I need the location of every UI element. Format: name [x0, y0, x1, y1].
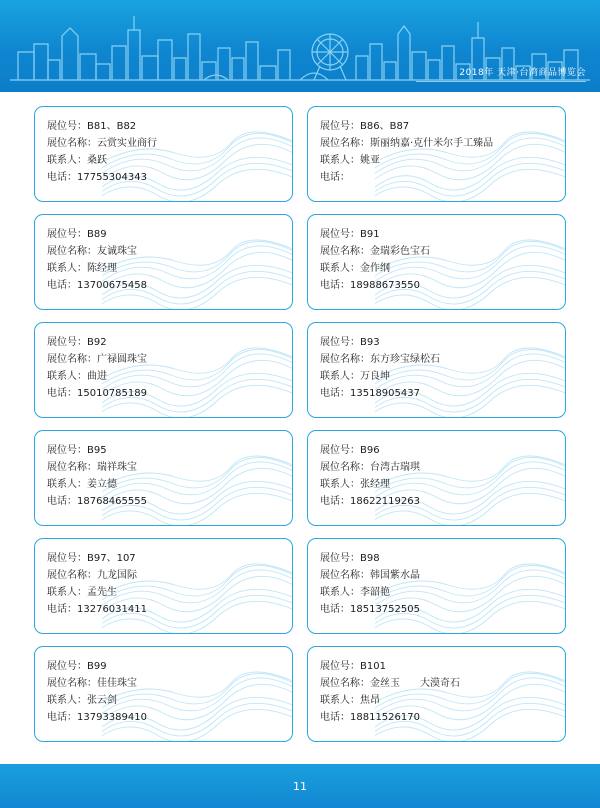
contact-value: 陈经理	[87, 263, 117, 274]
contact-label: 联系人：	[47, 479, 87, 490]
phone-row	[47, 277, 280, 294]
booth-name-label: 展位名称：	[320, 138, 370, 149]
booth-name-label: 展位名称：	[47, 138, 97, 149]
booth-name-row	[47, 459, 280, 476]
tianjin-skyline-logo	[0, 0, 600, 92]
booth-no-row	[47, 658, 280, 675]
contact-value: 张云剑	[87, 695, 117, 706]
phone-row	[320, 277, 553, 294]
contact-value: 万良坤	[360, 371, 390, 382]
booth-name-row	[320, 351, 553, 368]
phone-row	[47, 493, 280, 510]
phone-row	[47, 169, 280, 186]
phone-value: 15010785189	[77, 388, 147, 399]
phone-label: 电话：	[320, 712, 350, 723]
booth-no-label: 展位号：	[320, 229, 360, 240]
booth-no-value: B91	[360, 229, 380, 240]
booth-no-row	[320, 226, 553, 243]
phone-row	[320, 493, 553, 510]
phone-value: 18988673550	[350, 280, 420, 291]
contact-label: 联系人：	[47, 695, 87, 706]
contact-label: 联系人：	[320, 587, 360, 598]
exhibitor-card	[34, 430, 293, 526]
booth-no-row	[47, 442, 280, 459]
booth-no-value: B86、B87	[360, 121, 410, 132]
booth-no-row	[47, 334, 280, 351]
booth-name-value: 佳佳珠宝	[97, 678, 137, 689]
phone-label: 电话：	[47, 604, 77, 615]
phone-label: 电话：	[47, 172, 77, 183]
booth-no-label: 展位号：	[320, 661, 360, 672]
booth-name-value: 广禄圆珠宝	[97, 354, 147, 365]
brand-rule	[416, 81, 586, 82]
booth-name-row	[47, 351, 280, 368]
booth-name-label: 展位名称：	[47, 354, 97, 365]
contact-label: 联系人：	[320, 695, 360, 706]
booth-no-value: B92	[87, 337, 107, 348]
booth-name-value: 金丝玉 大漠奇石	[370, 678, 460, 689]
exhibitor-card	[307, 106, 566, 202]
contact-row	[320, 584, 553, 601]
booth-name-row	[47, 675, 280, 692]
phone-value: 18513752505	[350, 604, 420, 615]
booth-name-label: 展位名称：	[320, 570, 370, 581]
contact-row	[320, 476, 553, 493]
booth-no-row	[320, 334, 553, 351]
phone-value: 18768465555	[77, 496, 147, 507]
booth-no-row	[320, 118, 553, 135]
booth-name-value: 云赏实业商行	[97, 138, 157, 149]
exhibitor-card	[307, 646, 566, 742]
contact-label: 联系人：	[47, 263, 87, 274]
phone-row	[320, 385, 553, 402]
booth-name-label: 展位名称：	[47, 678, 97, 689]
booth-name-row	[320, 567, 553, 584]
contact-row	[47, 584, 280, 601]
phone-value: 13700675458	[77, 280, 147, 291]
exhibitor-card	[307, 538, 566, 634]
contact-row	[47, 692, 280, 709]
booth-name-row	[320, 675, 553, 692]
booth-no-row	[47, 118, 280, 135]
booth-name-value: 台湾古瑞琪	[370, 462, 420, 473]
booth-name-row	[320, 459, 553, 476]
phone-value: 18622119263	[350, 496, 420, 507]
phone-value: 18811526170	[350, 712, 420, 723]
phone-row	[47, 709, 280, 726]
contact-value: 姚亚	[360, 155, 380, 166]
phone-label: 电话：	[320, 388, 350, 399]
contact-label: 联系人：	[47, 371, 87, 382]
booth-no-label: 展位号：	[47, 553, 87, 564]
booth-no-label: 展位号：	[47, 337, 87, 348]
contact-row	[47, 152, 280, 169]
contact-row	[320, 368, 553, 385]
phone-label: 电话：	[320, 280, 350, 291]
exhibitor-card	[34, 538, 293, 634]
booth-no-row	[320, 658, 553, 675]
phone-value: 13793389410	[77, 712, 147, 723]
contact-label: 联系人：	[47, 587, 87, 598]
exhibitor-card-grid	[34, 106, 566, 742]
booth-no-value: B101	[360, 661, 386, 672]
booth-no-label: 展位号：	[47, 445, 87, 456]
contact-label: 联系人：	[47, 155, 87, 166]
exhibitor-card	[34, 214, 293, 310]
contact-label: 联系人：	[320, 479, 360, 490]
phone-label: 电话：	[47, 280, 77, 291]
contact-value: 金作纲	[360, 263, 390, 274]
expo-brand-text: 2018年 天津·台湾商品博览会	[459, 68, 586, 78]
booth-name-value: 东方珍宝绿松石	[370, 354, 440, 365]
contact-row	[47, 368, 280, 385]
booth-no-row	[47, 550, 280, 567]
phone-label: 电话：	[320, 172, 350, 183]
booth-name-value: 瑞祥珠宝	[97, 462, 137, 473]
exhibitor-list-page	[0, 92, 600, 764]
contact-value: 孟先生	[87, 587, 117, 598]
booth-name-row	[47, 567, 280, 584]
booth-name-label: 展位名称：	[47, 462, 97, 473]
contact-row	[320, 692, 553, 709]
contact-value: 张经理	[360, 479, 390, 490]
booth-name-label: 展位名称：	[320, 354, 370, 365]
booth-no-label: 展位号：	[47, 121, 87, 132]
contact-row	[320, 260, 553, 277]
booth-no-label: 展位号：	[320, 121, 360, 132]
contact-label: 联系人：	[320, 155, 360, 166]
booth-no-label: 展位号：	[320, 337, 360, 348]
booth-no-value: B93	[360, 337, 380, 348]
booth-name-row	[47, 243, 280, 260]
booth-no-value: B81、B82	[87, 121, 137, 132]
booth-no-label: 展位号：	[320, 553, 360, 564]
phone-label: 电话：	[320, 604, 350, 615]
booth-no-value: B95	[87, 445, 107, 456]
booth-name-row	[320, 135, 553, 152]
contact-row	[320, 152, 553, 169]
booth-name-value: 九龙国际	[97, 570, 137, 581]
booth-no-row	[47, 226, 280, 243]
page-header	[0, 0, 600, 92]
booth-no-label: 展位号：	[320, 445, 360, 456]
contact-value: 姜立德	[87, 479, 117, 490]
booth-name-label: 展位名称：	[320, 678, 370, 689]
booth-no-label: 展位号：	[47, 661, 87, 672]
booth-name-label: 展位名称：	[320, 246, 370, 257]
phone-label: 电话：	[47, 496, 77, 507]
phone-row	[47, 385, 280, 402]
booth-name-label: 展位名称：	[320, 462, 370, 473]
page-footer	[0, 764, 600, 808]
contact-row	[47, 476, 280, 493]
booth-name-label: 展位名称：	[47, 246, 97, 257]
booth-name-label: 展位名称：	[47, 570, 97, 581]
booth-name-value: 金瑞彩色宝石	[370, 246, 430, 257]
contact-value: 桑跃	[87, 155, 107, 166]
phone-value: 13276031411	[77, 604, 147, 615]
booth-no-value: B96	[360, 445, 380, 456]
booth-name-value: 斯丽纳嘉·克什米尔手工臻品	[370, 138, 494, 149]
exhibitor-card	[307, 430, 566, 526]
contact-value: 曲进	[87, 371, 107, 382]
contact-label: 联系人：	[320, 263, 360, 274]
exhibitor-card	[34, 322, 293, 418]
booth-no-label: 展位号：	[47, 229, 87, 240]
exhibitor-card	[34, 646, 293, 742]
page-number: 11	[293, 779, 307, 793]
phone-row	[47, 601, 280, 618]
phone-value: 13518905437	[350, 388, 420, 399]
phone-row	[320, 169, 553, 186]
exhibitor-card	[307, 214, 566, 310]
booth-no-value: B99	[87, 661, 107, 672]
booth-no-value: B97、107	[87, 553, 136, 564]
exhibitor-card	[34, 106, 293, 202]
contact-row	[47, 260, 280, 277]
booth-name-row	[320, 243, 553, 260]
booth-no-row	[320, 442, 553, 459]
exhibitor-card	[307, 322, 566, 418]
contact-value: 焦昂	[360, 695, 380, 706]
booth-name-value: 韩国紫水晶	[370, 570, 420, 581]
booth-name-row	[47, 135, 280, 152]
booth-no-value: B98	[360, 553, 380, 564]
phone-label: 电话：	[47, 712, 77, 723]
contact-value: 李韶艳	[360, 587, 390, 598]
booth-no-value: B89	[87, 229, 107, 240]
booth-name-value: 友诚珠宝	[97, 246, 137, 257]
phone-label: 电话：	[47, 388, 77, 399]
booth-no-row	[320, 550, 553, 567]
phone-label: 电话：	[320, 496, 350, 507]
phone-value: 17755304343	[77, 172, 147, 183]
phone-row	[320, 601, 553, 618]
phone-row	[320, 709, 553, 726]
contact-label: 联系人：	[320, 371, 360, 382]
